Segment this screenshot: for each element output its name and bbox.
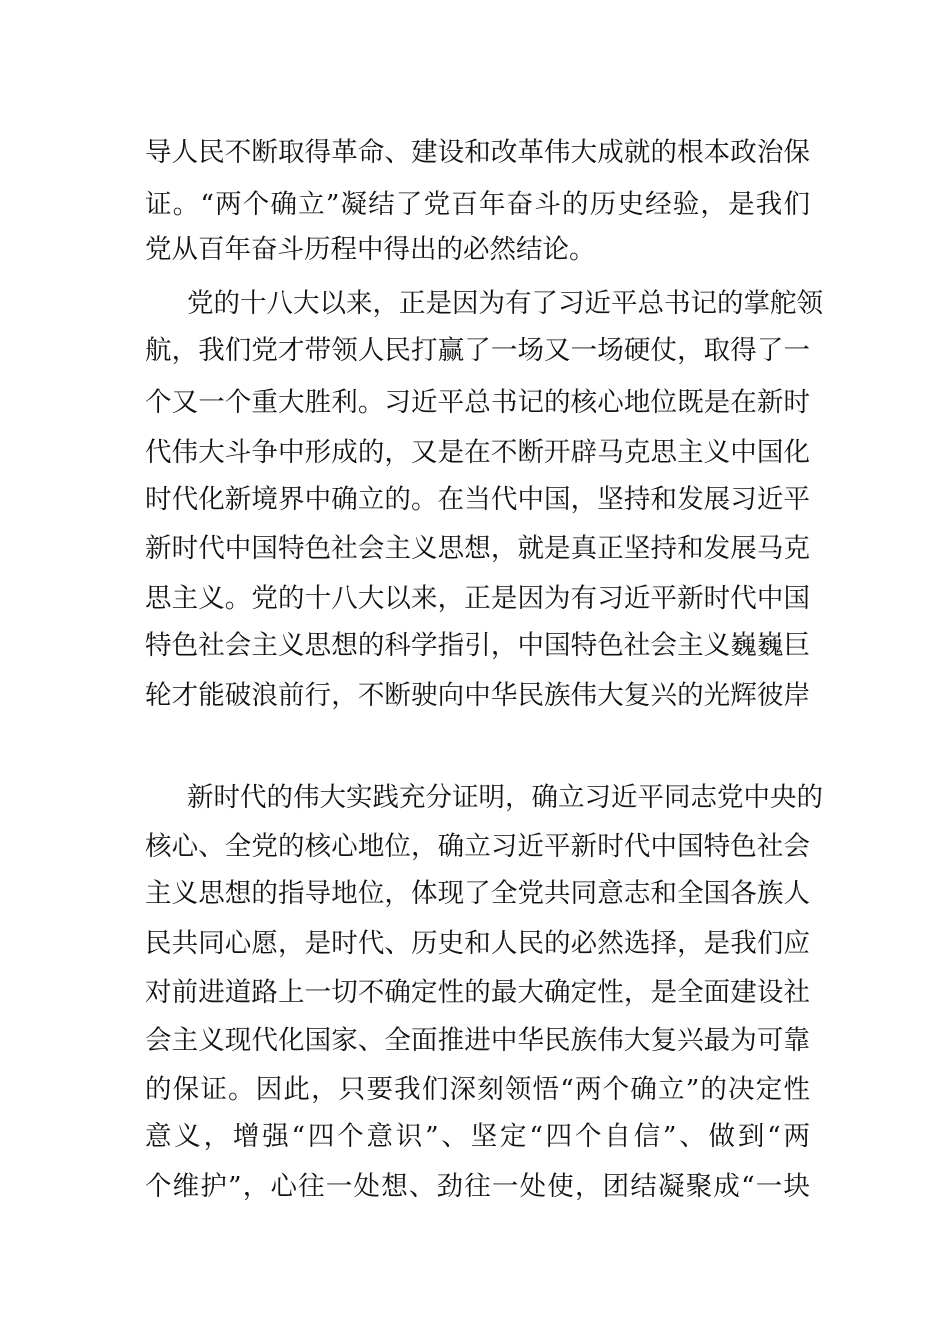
paragraph-first-line: 新时代的伟大实践充分证明，确立习近平同志党中央的	[187, 782, 823, 813]
text-line: 个维护”，心往一处想、劲往一处使，团结凝聚成“一块	[145, 1171, 810, 1202]
text-line: 思主义。党的十八大以来，正是因为有习近平新时代中国	[145, 583, 810, 614]
text-line: 核心、全党的核心地位，确立习近平新时代中国特色社会	[145, 831, 810, 862]
text-line: 对前进道路上一切不确定性的最大确定性，是全面建设社	[145, 977, 810, 1008]
text-line: 意义，增强“四个意识”、坚定“四个自信”、做到“两	[145, 1121, 810, 1152]
text-line: 会主义现代化国家、全面推进中华民族伟大复兴最为可靠	[145, 1025, 810, 1056]
text-line: 证。“两个确立”凝结了党百年奋斗的历史经验，是我们	[145, 189, 810, 220]
text-line: 代伟大斗争中形成的，又是在不断开辟马克思主义中国化	[145, 437, 810, 468]
text-line: 轮才能破浪前行，不断驶向中华民族伟大复兴的光辉彼岸	[145, 680, 810, 711]
paragraph-first-line: 党的十八大以来，正是因为有了习近平总书记的掌舵领	[187, 288, 823, 319]
text-line: 航，我们党才带领人民打赢了一场又一场硬仗，取得了一	[145, 335, 810, 366]
text-line: 时代化新境界中确立的。在当代中国，坚持和发展习近平	[145, 484, 810, 515]
text-line: 的保证。因此，只要我们深刻领悟“两个确立”的决定性	[145, 1074, 810, 1105]
text-line: 个又一个重大胜利。习近平总书记的核心地位既是在新时	[145, 387, 810, 418]
text-line: 主义思想的指导地位，体现了全党共同意志和全国各族人	[145, 878, 810, 909]
text-line: 新时代中国特色社会主义思想，就是真正坚持和发展马克	[145, 533, 810, 564]
text-line: 党从百年奋斗历程中得出的必然结论。	[145, 234, 596, 265]
text-line: 特色社会主义思想的科学指引，中国特色社会主义巍巍巨	[145, 630, 810, 661]
text-line: 民共同心愿，是时代、历史和人民的必然选择，是我们应	[145, 928, 810, 959]
text-line: 导人民不断取得革命、建设和改革伟大成就的根本政治保	[145, 137, 810, 168]
